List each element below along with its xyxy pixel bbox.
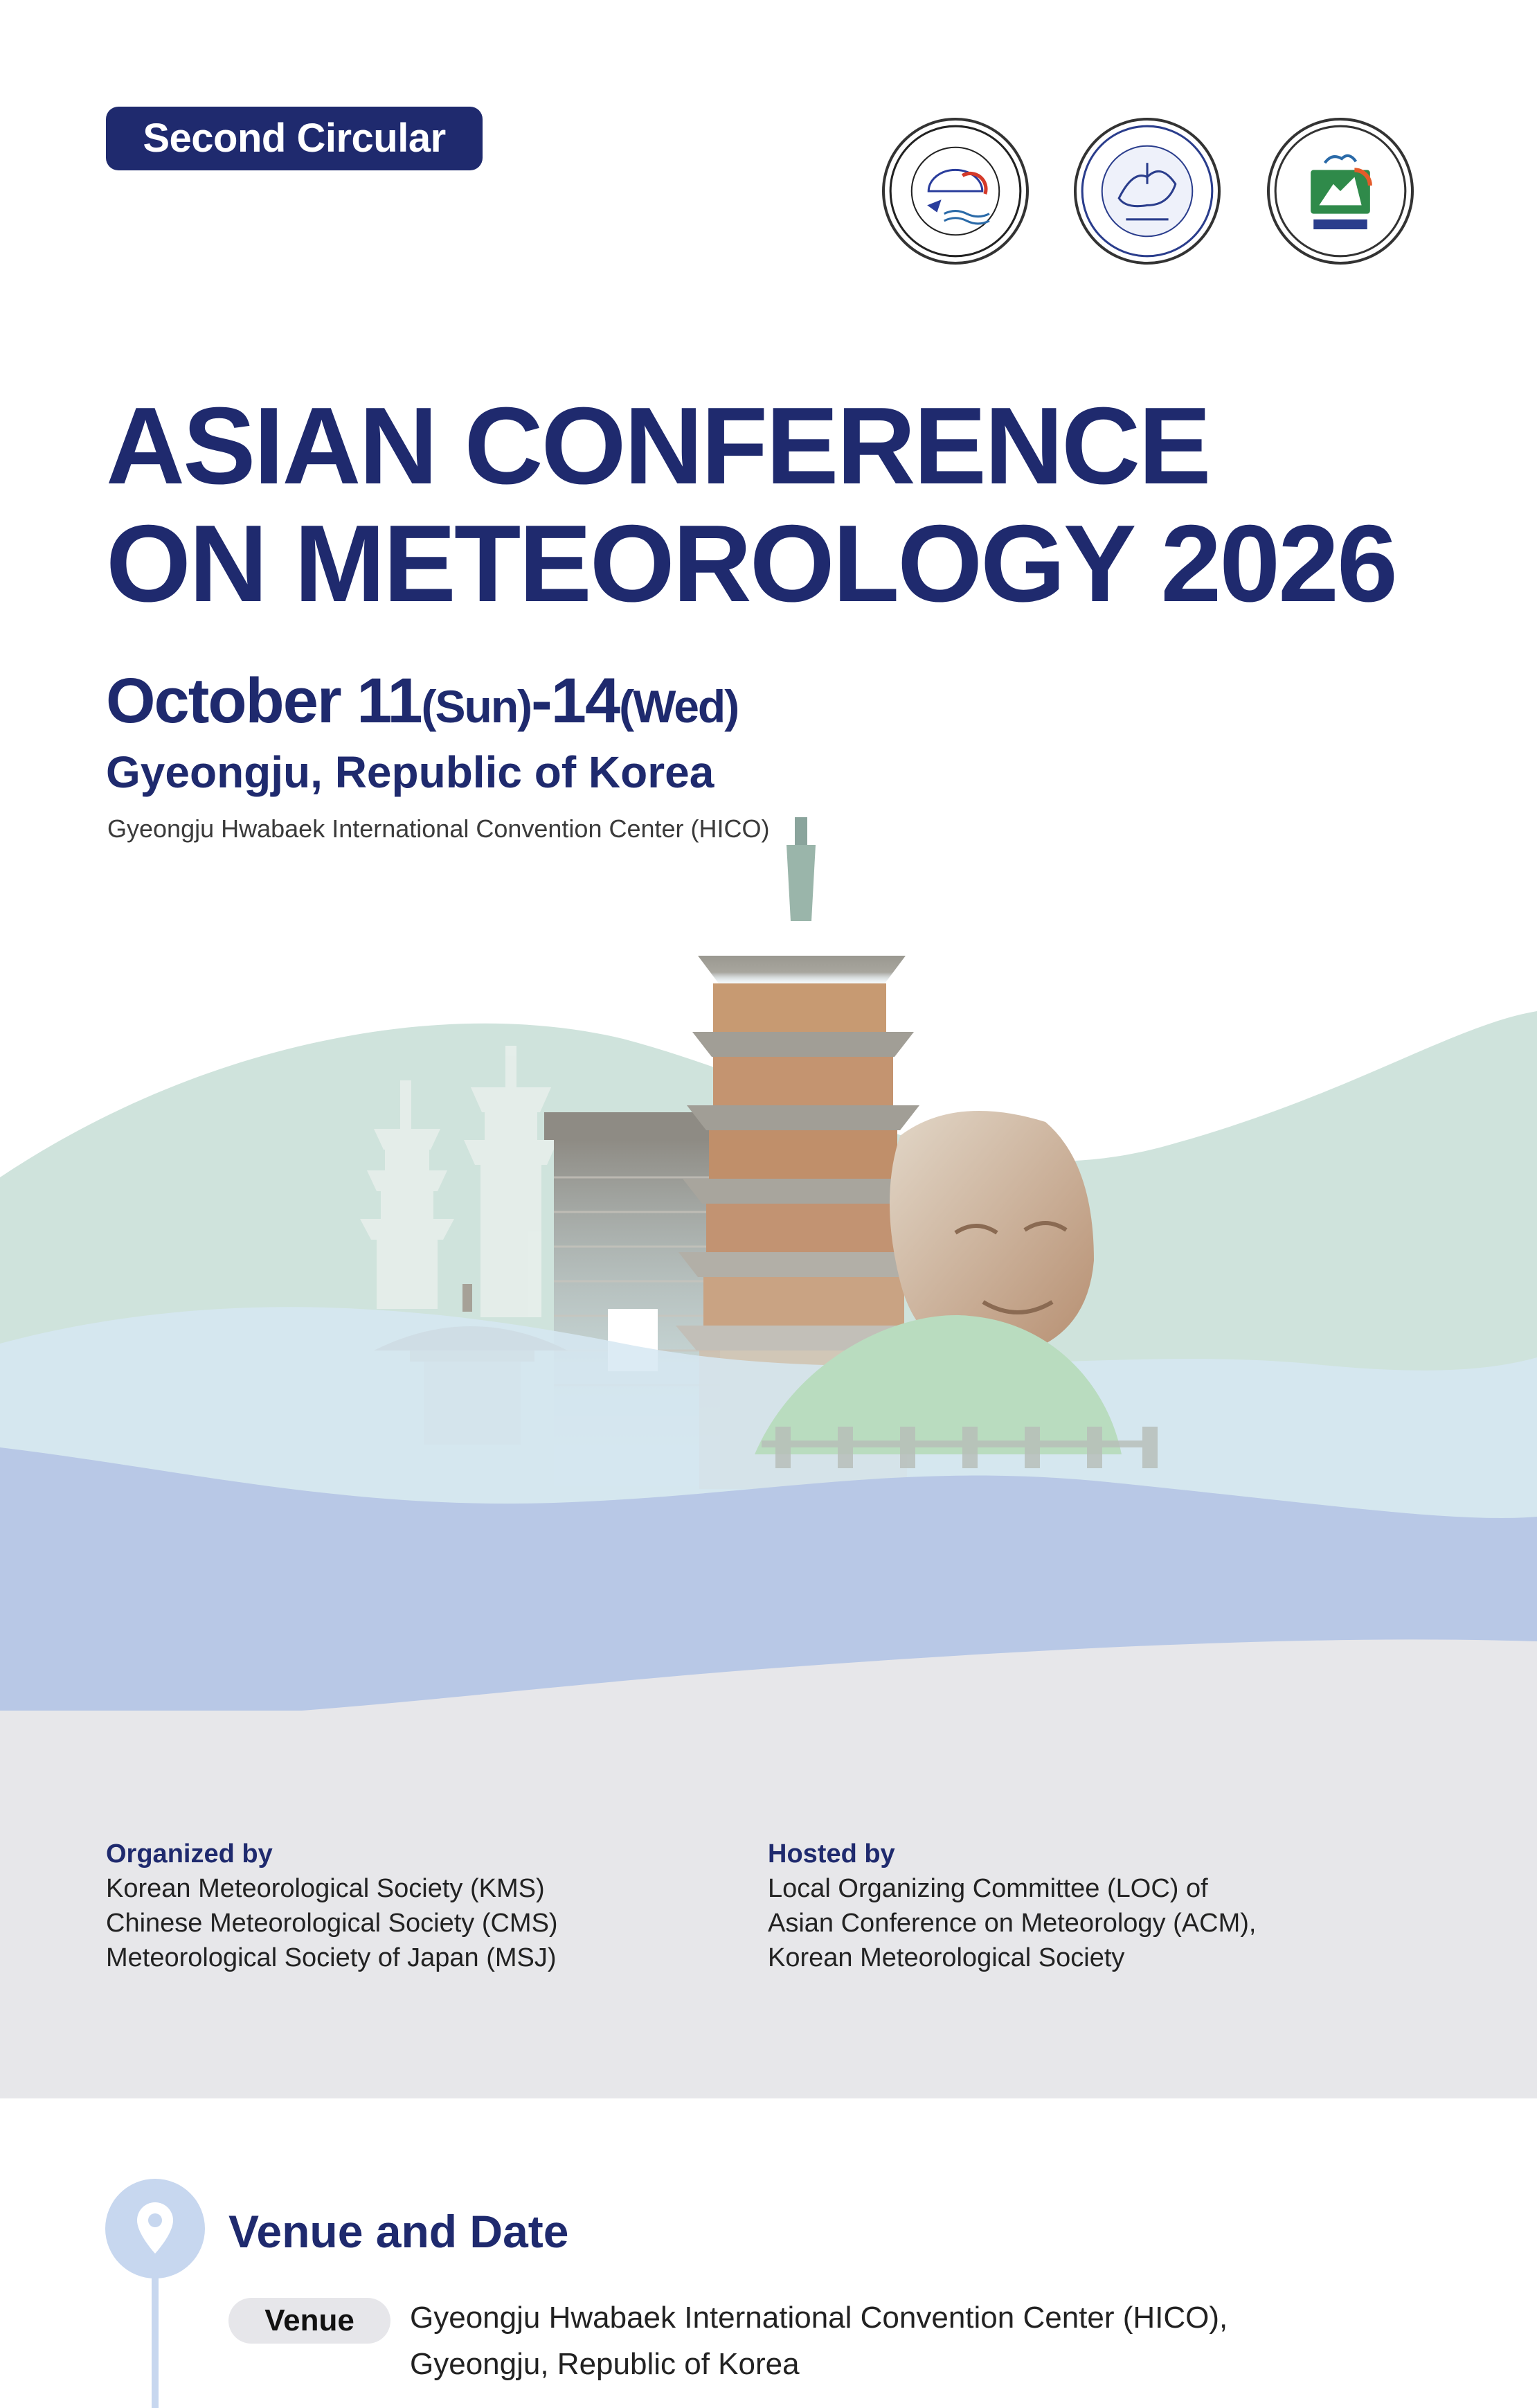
venue-address-line: Gyeongju Hwabaek International Convention Center (HICO),	[410, 2301, 1228, 2335]
conference-dates	[106, 665, 738, 738]
host-line: Local Organizing Committee (LOC) of	[768, 1874, 1208, 1903]
msj-logo	[1267, 118, 1414, 265]
conference-venue: Gyeongju Hwabaek International Convention Center (HICO)	[107, 814, 770, 843]
date-end: -14	[531, 666, 620, 736]
venue-address-line: Gyeongju, Republic of Korea	[410, 2347, 800, 2381]
date-end-weekday: (Wed)	[619, 681, 739, 732]
location-pin-badge	[105, 2179, 205, 2278]
venue-label-pill: Venue	[228, 2298, 390, 2344]
conference-title-line-2: ON METEOROLOGY 2026	[106, 503, 1396, 625]
venue-and-date-heading: Venue and Date	[228, 2206, 569, 2257]
organizer-line: Meteorological Society of Japan (MSJ)	[106, 1943, 557, 1972]
organizer-line: Chinese Meteorological Society (CMS)	[106, 1909, 558, 1938]
date-start: October 11	[106, 666, 422, 736]
organizer-line: Korean Meteorological Society (KMS)	[106, 1874, 545, 1903]
conference-title-line-1: ASIAN CONFERENCE	[106, 385, 1210, 507]
gyeongju-landmarks-illustration	[0, 817, 1537, 1766]
timeline-line	[152, 2276, 159, 2408]
kms-seal-icon	[885, 121, 1026, 262]
second-circular-badge: Second Circular	[106, 107, 483, 170]
kms-logo	[882, 118, 1029, 265]
hosted-by-heading: Hosted by	[768, 1839, 895, 1869]
cms-logo	[1074, 118, 1221, 265]
msj-seal-icon	[1270, 121, 1411, 262]
location-pin-icon	[105, 2179, 205, 2278]
organized-by-heading: Organized by	[106, 1839, 273, 1869]
host-line: Korean Meteorological Society	[768, 1943, 1125, 1972]
host-line: Asian Conference on Meteorology (ACM),	[768, 1909, 1257, 1938]
date-start-weekday: (Sun)	[421, 681, 532, 732]
cms-seal-icon	[1077, 121, 1218, 262]
conference-city: Gyeongju, Republic of Korea	[106, 747, 714, 797]
